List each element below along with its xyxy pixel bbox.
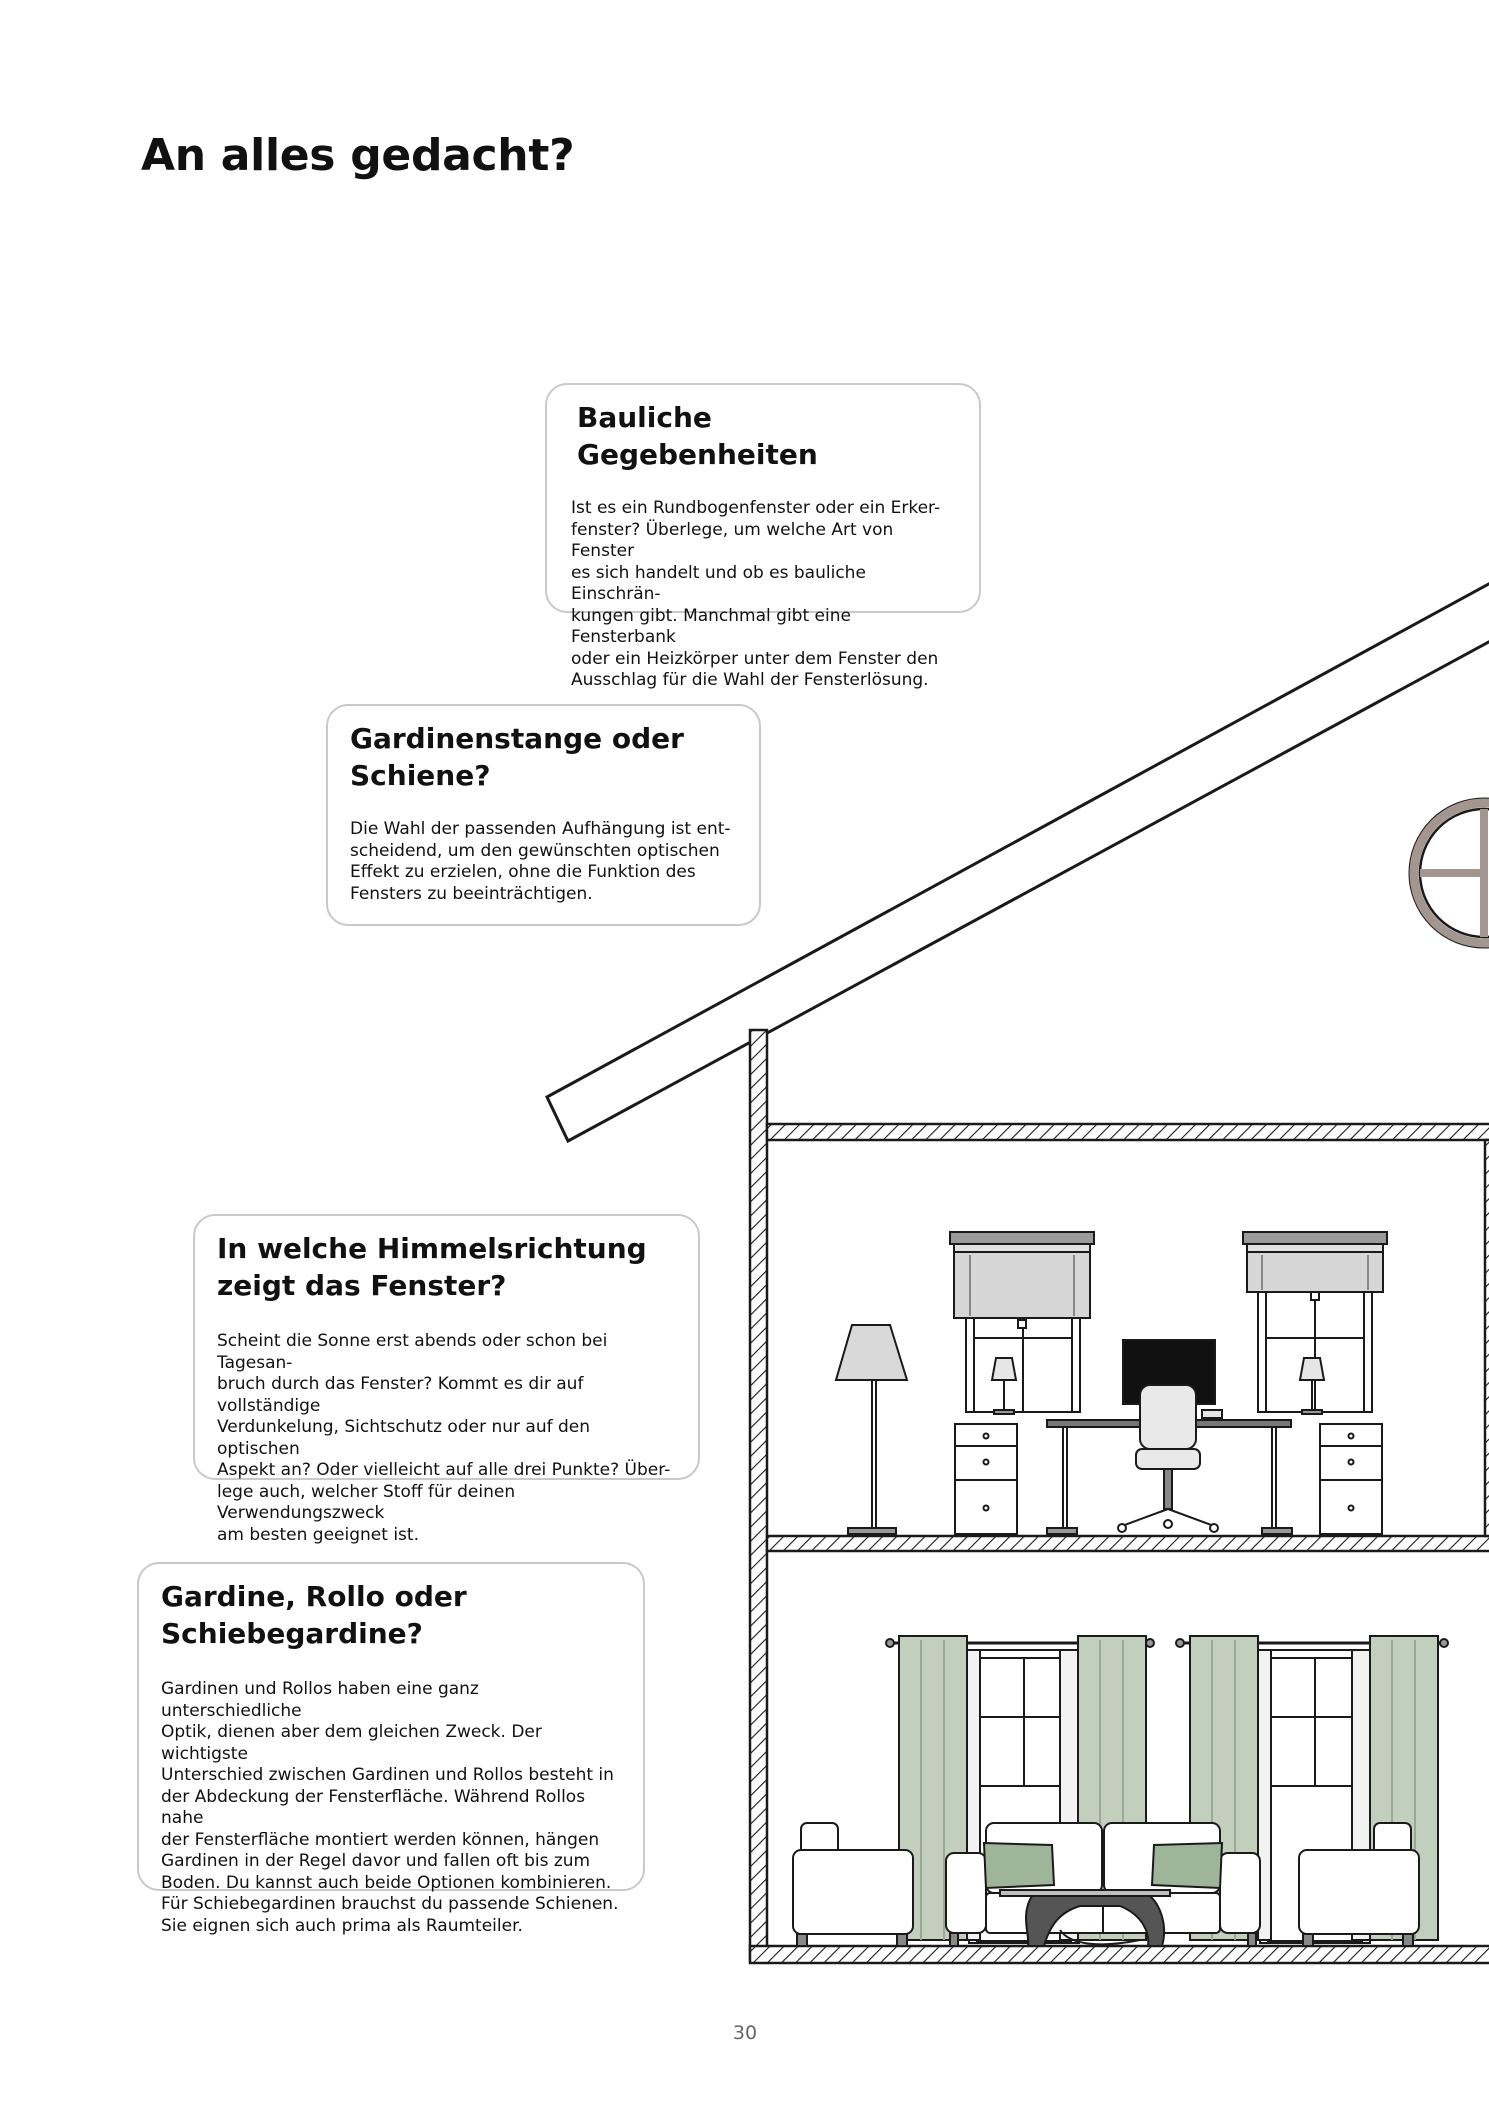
- ceiling-floor-2: [767, 1536, 1489, 1551]
- left-wall: [750, 1030, 767, 1960]
- info-box-text: Ist es ein Rundbogenfenster oder ein Erker- fenster? Überlege, um welche Art von Fenster es sich handelt und ob es bauliche Einschrän- kungen gibt. Manchmal gibt eine Fensterbank oder ein Heizkörper unter dem Fenster den Ausschlag für die Wahl der Fensterlösung.: [571, 498, 941, 690]
- office-room: [836, 1232, 1387, 1534]
- round-window: [1410, 799, 1489, 947]
- roof-beam: [547, 580, 1489, 1141]
- info-box-text: Gardinen und Rollos haben eine ganz unterschiedliche Optik, dienen aber dem gleichen Zweck. Der wichtigste Unterschied zwischen Gardinen und Rollos besteht in der Abdeckung der Fensterfläche. Während Rollos nahe der Fensterfläche montiert werden können, hängen Gardinen in der Regel davor und fallen oft bis zum Boden. Du kannst auch beide Optionen kombinieren. Für Schiebegardinen brauchst du passende Schienen. Sie eignen sich auch prima als Raumteiler.: [161, 1679, 619, 1936]
- page-title: An alles gedacht?: [141, 130, 575, 181]
- info-box-title: Gardine, Rollo oder Schiebegardine?: [161, 1580, 467, 1650]
- info-box-text: Scheint die Sonne erst abends oder schon bei Tagesan- bruch durch das Fenster? Kommt es dir auf vollständige Verdunkelung, Sichtschutz oder nur auf den optischen Aspekt an? Oder vielleicht auf alle drei Punkte? Über- lege auch, welcher Stoff für deinen Verwendungszweck am besten geeignet ist.: [217, 1331, 671, 1545]
- ground-floor: [750, 1946, 1489, 1963]
- living-room: [793, 1636, 1448, 1946]
- info-box-title: Bauliche Gegebenheiten: [577, 401, 818, 471]
- info-box-title: In welche Himmelsrichtung zeigt das Fenster?: [217, 1232, 647, 1302]
- ceiling-floor-1: [767, 1124, 1489, 1140]
- info-box-title: Gardinenstange oder Schiene?: [350, 722, 684, 792]
- right-wall: [1485, 1140, 1489, 1536]
- info-box-text: Die Wahl der passenden Aufhängung ist ent- scheidend, um den gewünschten optischen Effekt zu erzielen, ohne die Funktion des Fensters zu beeinträchtigen.: [350, 819, 731, 904]
- page-number: 30: [732, 2022, 758, 2044]
